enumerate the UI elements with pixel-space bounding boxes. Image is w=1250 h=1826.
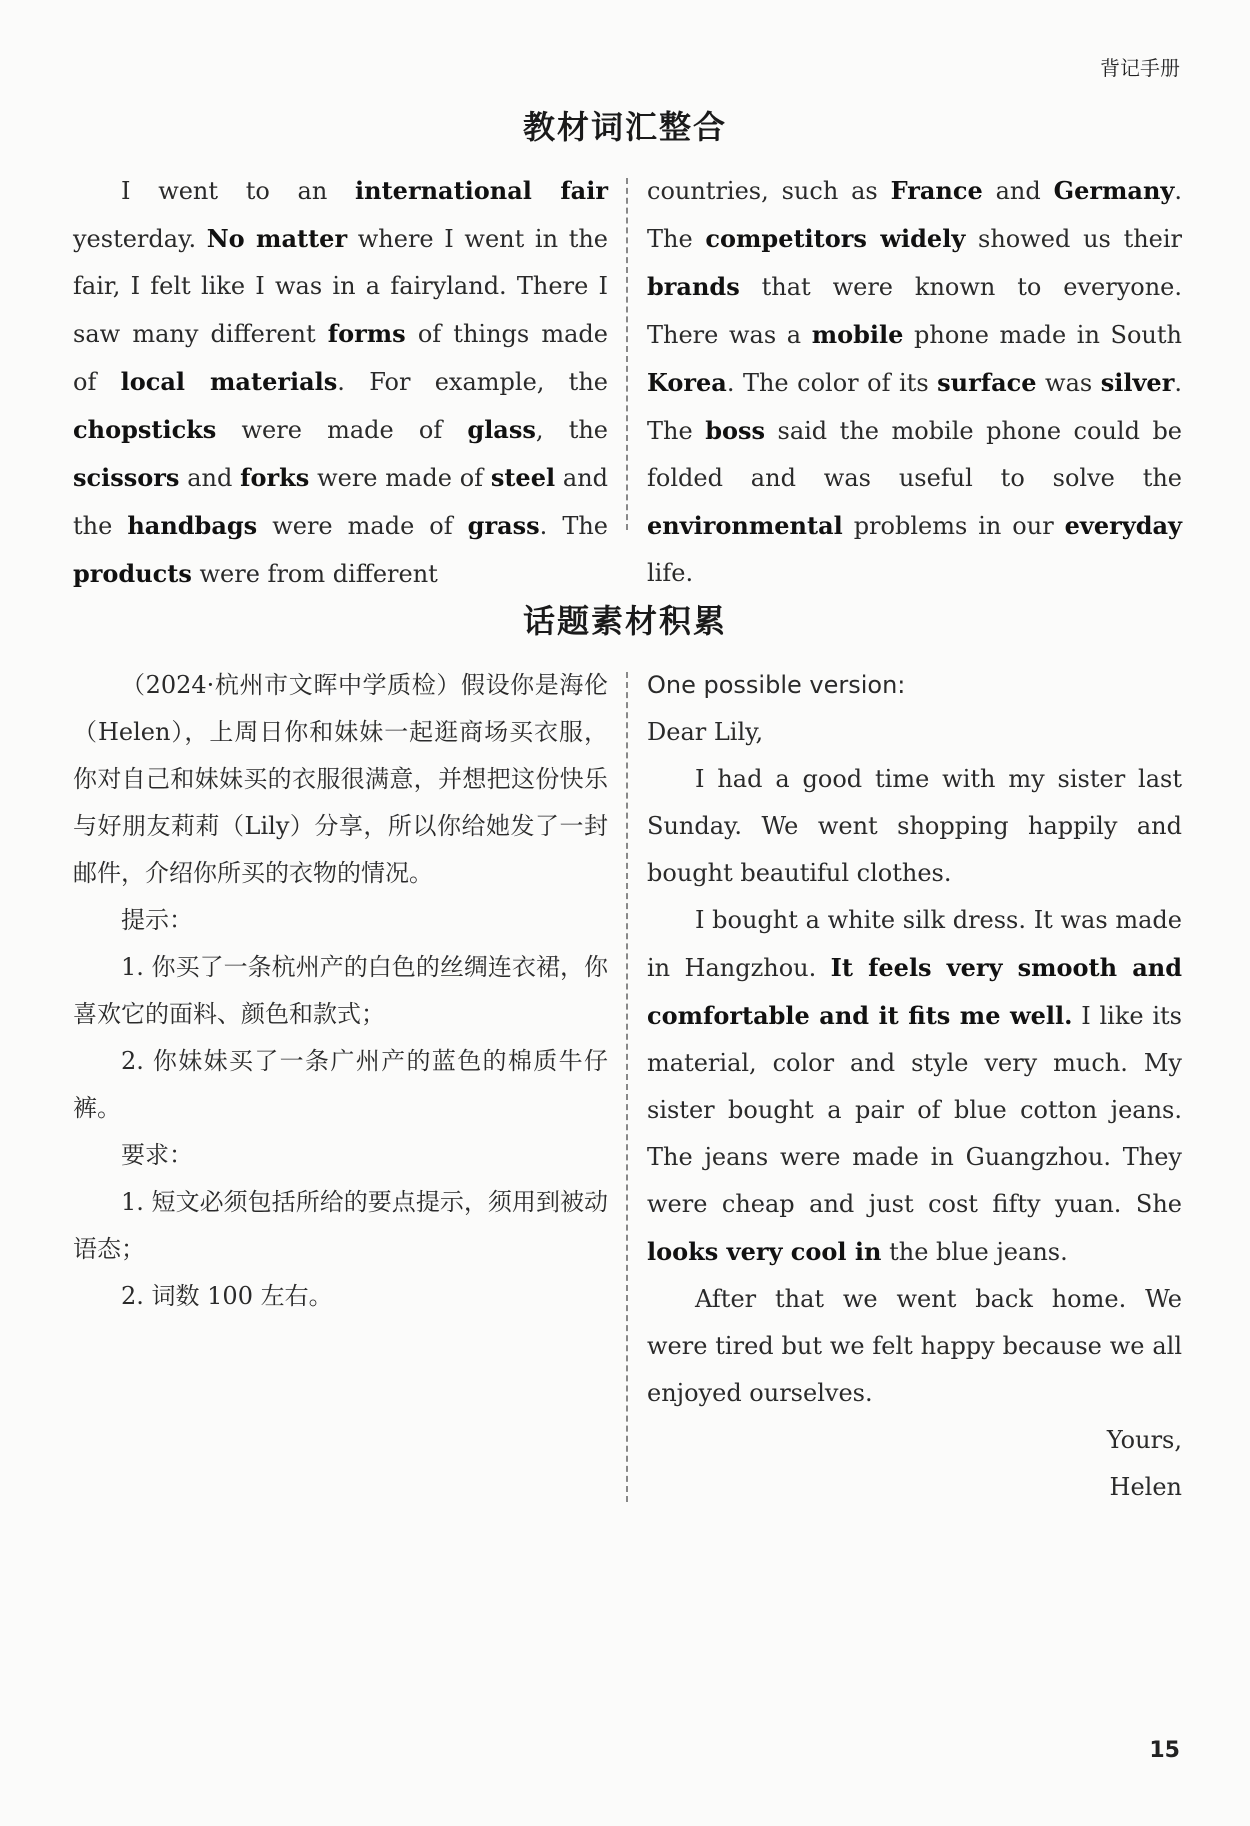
bold-term: chopsticks <box>73 415 217 444</box>
hint-item: 1. 你买了一条杭州产的白色的丝绸连衣裙，你喜欢它的面料、颜色和款式； <box>73 953 608 1028</box>
requirement-item: 1. 短文必须包括所给的要点提示，须用到被动语态； <box>73 1188 608 1263</box>
bold-term: It feels very smooth and comfortable and it fits me well. <box>647 953 1182 1030</box>
essay-paragraph: After that we went back home. We were tired but we felt happy because we all enjoyed ourselves. <box>647 1285 1182 1407</box>
hints-label: 提示： <box>121 906 193 934</box>
essay-paragraph: I had a good time with my sister last Sunday. We went shopping happily and bought beautiful clothes. <box>647 765 1182 887</box>
bold-term: surface <box>937 368 1037 397</box>
bold-term: products <box>73 559 192 588</box>
requirements-label: 要求： <box>121 1141 193 1169</box>
page-number: 15 <box>1149 1738 1180 1763</box>
essay-signature: Helen <box>1109 1473 1182 1501</box>
column-divider <box>626 178 628 530</box>
bold-term: forms <box>327 319 406 348</box>
rich-paragraph: countries, such as France and Germany. The competitors widely showed us their brands that were known to everyone. There was a mobile phone made in South Korea. The color of its surface was silver. The boss said the mobile phone could be folded and was useful to solve the environmental problems in our everyday life. <box>647 176 1183 587</box>
version-label: One possible version: <box>647 671 906 699</box>
bold-term: France <box>890 176 983 205</box>
prompt-text: （2024·杭州市文晖中学质检）假设你是海伦（Helen），上周日你和妹妹一起逛商场买衣服，你对自己和妹妹买的衣服很满意，并想把这份快乐与好朋友莉莉（Lily）分享，所以你给她发了一封邮件，介绍你所买的衣物的情况。 <box>73 671 608 887</box>
bold-term: international fair <box>355 176 608 205</box>
essay-greeting: Dear Lily, <box>647 718 764 746</box>
header-label: 背记手册 <box>1100 56 1180 80</box>
column-divider <box>626 672 628 1502</box>
bold-term: silver <box>1100 368 1175 397</box>
bold-term: Korea <box>647 368 727 397</box>
hint-item: 2. 你妹妹买了一条广州产的蓝色的棉质牛仔裤。 <box>73 1047 608 1122</box>
bold-term: grass <box>467 511 540 540</box>
section-title-vocabulary: 教材词汇整合 <box>522 108 727 146</box>
bold-term: mobile <box>811 320 904 349</box>
bold-term: glass <box>467 415 536 444</box>
bold-term: forks <box>240 463 310 492</box>
essay-closing: Yours, <box>1106 1426 1182 1454</box>
bold-term: everyday <box>1064 511 1182 540</box>
bold-term: boss <box>705 416 765 445</box>
writing-prompt <box>73 662 608 1320</box>
sample-essay <box>647 662 1182 1511</box>
bold-term: competitors widely <box>705 224 966 253</box>
bold-term: handbags <box>127 511 258 540</box>
rich-paragraph: I went to an international fair yesterday. No matter where I went in the fair, I felt like I was in a fairyland. There I saw many different forms of things made of local materials. For example, the chopsticks were made of glass, the scissors and forks were made of steel and the handbags were made of grass. The products were from different <box>73 176 609 588</box>
bold-term: brands <box>647 272 740 301</box>
bold-term: environmental <box>647 511 843 540</box>
section-title-topic: 话题素材积累 <box>522 602 727 640</box>
bold-term: local materials <box>120 367 338 396</box>
bold-term: looks very cool in <box>647 1237 882 1266</box>
vocab-passage-left <box>73 167 608 598</box>
requirement-item: 2. 词数 100 左右。 <box>121 1282 333 1310</box>
vocab-passage-right <box>647 167 1182 597</box>
bold-term: scissors <box>73 463 180 492</box>
bold-term: No matter <box>206 224 348 253</box>
essay-paragraph: I bought a white silk dress. It was made in Hangzhou. It feels very smooth and comfortable and it fits me well. I like its material, color and style very much. My sister bought a pair of blue cotton jeans. The jeans were made in Guangzhou. They were cheap and just cost fifty yuan. She looks very cool in the blue jeans. <box>647 906 1182 1266</box>
bold-term: steel <box>490 463 556 492</box>
bold-term: Germany <box>1053 176 1175 205</box>
